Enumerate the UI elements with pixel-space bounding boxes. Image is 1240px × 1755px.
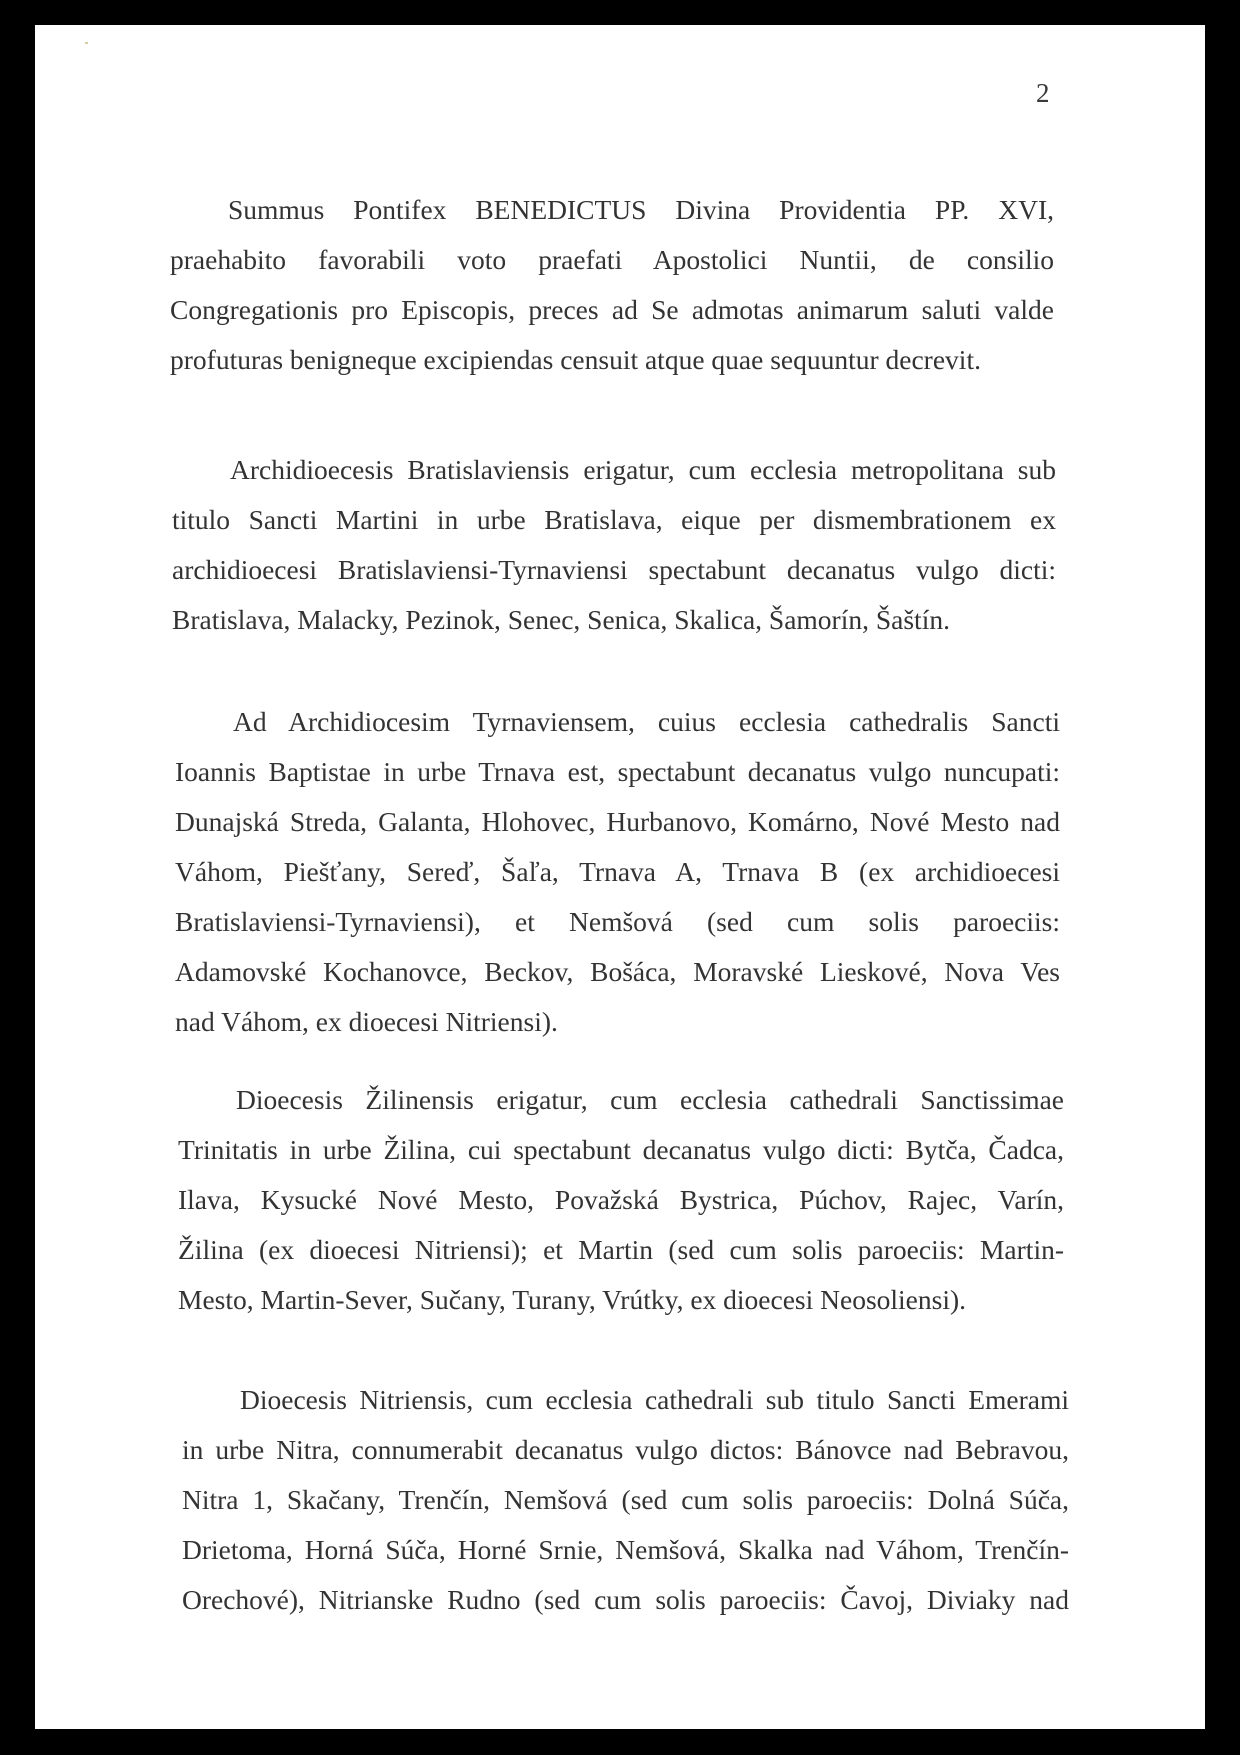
paragraph-trnava [175,697,1060,1047]
text-line: nad Váhom, ex dioecesi Nitriensi). [175,1006,558,1037]
scan-speck [85,42,88,44]
document-page [35,25,1205,1729]
text-line: Archidioecesis Bratislaviensis erigatur, cum ecclesia metropolitana sub [230,454,1056,485]
text-line: Ad Archidiocesim Tyrnaviensem, cuius ecclesia cathedralis Sancti [233,706,1060,737]
page-number: 2 [1036,78,1050,108]
text-line: Mesto, Martin-Sever, Sučany, Turany, Vrútky, ex dioecesi Neosoliensi). [178,1284,967,1315]
text-line: in urbe Nitra, connumerabit decanatus vulgo dictos: Bánovce nad Bebravou, [182,1434,1069,1465]
text-line: archidioecesi Bratislaviensi-Tyrnaviensi spectabunt decanatus vulgo dicti: [172,554,1056,585]
paragraph-bratislava [172,445,1056,645]
text-line: titulo Sancti Martini in urbe Bratislava, eique per dismembrationem ex [172,504,1056,535]
text-line: Bratislava, Malacky, Pezinok, Senec, Senica, Skalica, Šamorín, Šaštín. [172,604,950,635]
text-line: Drietoma, Horná Súča, Horné Srnie, Nemšová, Skalka nad Váhom, Trenčín- [182,1534,1069,1565]
text-line: Dunajská Streda, Galanta, Hlohovec, Hurbanovo, Komárno, Nové Mesto nad [175,806,1060,837]
text-line: Bratislaviensi-Tyrnaviensi), et Nemšová (sed cum solis paroeciis: [175,906,1060,937]
text-line: Summus Pontifex BENEDICTUS Divina Providentia PP. XVI, [228,194,1054,225]
text-line: Trinitatis in urbe Žilina, cui spectabunt decanatus vulgo dicti: Bytča, Čadca, [178,1134,1064,1165]
text-line: Nitra 1, Skačany, Trenčín, Nemšová (sed cum solis paroeciis: Dolná Súča, [182,1484,1069,1515]
paragraph-nitra [182,1375,1069,1625]
paragraph-papal-decree [170,185,1054,385]
text-line: Ilava, Kysucké Nové Mesto, Považská Bystrica, Púchov, Rajec, Varín, [178,1184,1064,1215]
text-line: Congregationis pro Episcopis, preces ad Se admotas animarum saluti valde [170,294,1054,325]
paragraph-zilina [178,1075,1064,1325]
text-line: Orechové), Nitrianske Rudno (sed cum solis paroeciis: Čavoj, Diviaky nad [182,1584,1069,1615]
text-line: Dioecesis Nitriensis, cum ecclesia cathedrali sub titulo Sancti Emerami [240,1384,1069,1415]
text-line: Ioannis Baptistae in urbe Trnava est, spectabunt decanatus vulgo nuncupati: [175,756,1060,787]
text-line: Dioecesis Žilinensis erigatur, cum ecclesia cathedrali Sanctissimae [236,1084,1064,1115]
text-line: Váhom, Piešťany, Sereď, Šaľa, Trnava A, Trnava B (ex archidioecesi [175,856,1060,887]
text-line: praehabito favorabili voto praefati Apostolici Nuntii, de consilio [170,244,1054,275]
text-line: Žilina (ex dioecesi Nitriensi); et Martin (sed cum solis paroeciis: Martin- [178,1234,1064,1265]
text-line: Adamovské Kochanovce, Beckov, Bošáca, Moravské Lieskové, Nova Ves [175,956,1060,987]
text-line: profuturas benigneque excipiendas censuit atque quae sequuntur decrevit. [170,344,981,375]
